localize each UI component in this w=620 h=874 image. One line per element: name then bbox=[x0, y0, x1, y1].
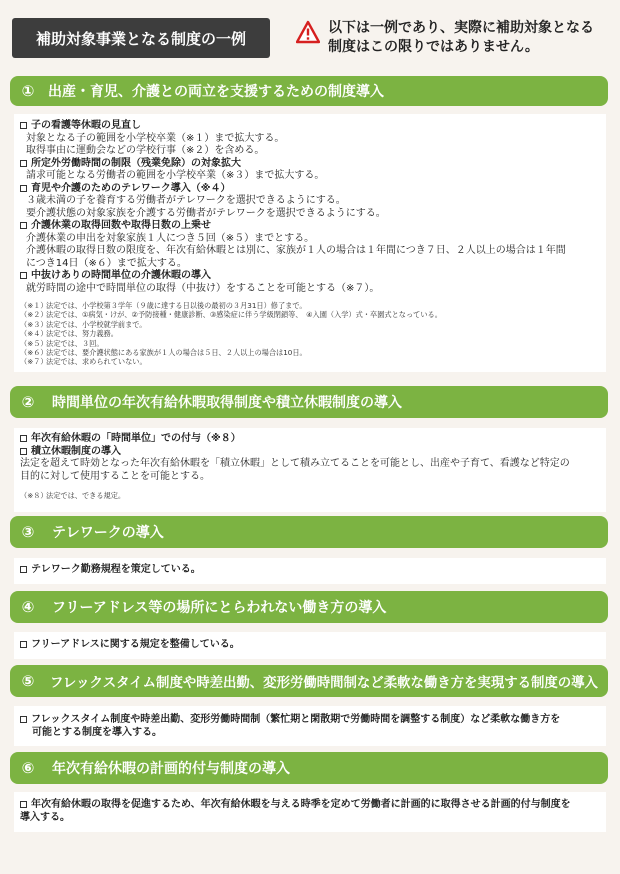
footnote: （※３） 法定では、小学校就学前まで。 bbox=[20, 319, 147, 329]
list-item-title: 子の看護等休暇の見直し bbox=[20, 120, 596, 133]
section-2-body bbox=[14, 428, 606, 512]
section-number: ③ bbox=[21, 523, 35, 541]
section-5-header bbox=[10, 665, 608, 697]
section-number: ② bbox=[21, 393, 35, 411]
checkbox-icon bbox=[20, 435, 27, 442]
page-title: 補助対象事業となる制度の一例 bbox=[12, 18, 270, 58]
list-item-text: 目的に対して使用することを可能とする。 bbox=[20, 470, 210, 482]
section-1-body bbox=[14, 114, 606, 372]
section-4-body bbox=[14, 632, 606, 659]
section-1-header bbox=[10, 76, 608, 106]
list-item-title: 介護休業の取得回数や取得日数の上乗せ bbox=[20, 220, 596, 233]
checkbox-icon bbox=[20, 716, 27, 723]
list-item-title: 育児や介護のためのテレワーク導入（※４） bbox=[20, 183, 596, 196]
section-number: ④ bbox=[21, 598, 35, 616]
list-item-text: 請求可能となる労働者の範囲を小学校卒業（※３）まで拡大する。 bbox=[26, 170, 325, 181]
footnote: （※８） 法定では、できる規定。 bbox=[20, 491, 126, 500]
section-3-body bbox=[14, 558, 606, 584]
section-title: テレワークの導入 bbox=[52, 525, 164, 541]
footnotes bbox=[20, 491, 596, 500]
section-title: 出産・育児、介護との両立を支援するための制度導入 bbox=[48, 84, 384, 100]
list-item-title: フリーアドレスに関する規定を整備している。 bbox=[20, 639, 596, 652]
checkbox-icon bbox=[20, 272, 27, 279]
notice-text: 以下は一例であり、実際に補助対象となる 制度はこの限りではありません。 bbox=[328, 20, 594, 55]
warning-icon bbox=[296, 20, 320, 44]
section-5-body bbox=[14, 706, 606, 746]
list-item-title: 中抜けありの時間単位の介護休暇の導入 bbox=[20, 270, 596, 283]
list-item-text: 介護休業の申出を対象家族１人につき５回（※５）までとする。 bbox=[26, 232, 315, 244]
list-item-text: 取得事由に運動会などの学校行事（※２）を含める。 bbox=[26, 145, 265, 156]
footnotes bbox=[20, 301, 596, 367]
footnote: （※４） 法定では、努力義務。 bbox=[20, 329, 118, 339]
section-title: 時間単位の年次有給休暇取得制度や積立休暇制度の導入 bbox=[52, 395, 402, 411]
section-number: ⑥ bbox=[21, 759, 35, 777]
section-3-header bbox=[10, 516, 608, 548]
section-title: 年次有給休暇の計画的付与制度の導入 bbox=[52, 761, 290, 777]
checkbox-icon bbox=[20, 185, 27, 192]
section-number: ① bbox=[21, 82, 35, 100]
list-item-text: 要介護状態の対象家族を介護する労働者がテレワークを選択できるようにする。 bbox=[26, 207, 386, 219]
checkbox-icon bbox=[20, 160, 27, 167]
section-2-header bbox=[10, 386, 608, 418]
list-item-text: 対象となる子の範囲を小学校卒業（※１）まで拡大する。 bbox=[26, 132, 285, 144]
section-title: フリーアドレス等の場所にとらわれない働き方の導入 bbox=[52, 600, 387, 616]
section-title: フレックスタイム制度や時差出勤、変形労働時間制など柔軟な働き方を実現する制度の導入 bbox=[50, 675, 598, 691]
list-item-text: 法定を超えて時効となった年次有給休暇を「積立休暇」として積み立てることを可能とし、出産や子育て、看護など特定の bbox=[20, 458, 570, 469]
checkbox-icon bbox=[20, 566, 27, 573]
checkbox-icon bbox=[20, 122, 27, 129]
footnote: （※７） 法定では、求められていない。 bbox=[20, 357, 147, 367]
list-item-text: につき14日（※６）まで拡大する。 bbox=[26, 257, 187, 269]
list-item-title: 年次有給休暇の取得を促進するため、年次有給休暇を与える時季を定めて労働者に計画的に取得させる計画的付与制度を bbox=[20, 799, 596, 812]
section-6-body bbox=[14, 792, 606, 832]
checkbox-icon bbox=[20, 641, 27, 648]
section-6-header bbox=[10, 752, 608, 784]
list-item-title: 所定外労働時間の制限（残業免除）の対象拡大 bbox=[20, 158, 596, 171]
list-item-title: フレックスタイム制度や時差出勤、変形労働時間制（繁忙期と閑散期で労働時間を調整する制度）など柔軟な働き方を bbox=[20, 714, 596, 727]
checkbox-icon bbox=[20, 801, 27, 808]
footnote: （※５） 法定では、３回。 bbox=[20, 338, 104, 348]
footnote: （※６） 法定では、要介護状態にある家族が１人の場合は５日、２人以上の場合は10日。 bbox=[20, 348, 307, 358]
list-item-text: 就労時間の途中で時間単位の取得（中抜け）をすることを可能とする（※７）。 bbox=[26, 282, 380, 294]
list-item-text: 可能とする制度を導入する。 bbox=[32, 726, 162, 738]
list-item-title: テレワーク勤務規程を策定している。 bbox=[20, 564, 596, 577]
footnote: （※２） 法定では、①病気・けが、②予防接種・健康診断、③感染症に伴う学級閉鎖等、 ④入園（入学）式・卒園式となっている。 bbox=[20, 310, 442, 320]
list-item-title: 年次有給休暇の「時間単位」での付与（※８） bbox=[20, 433, 596, 446]
footnote: （※１） 法定では、小学校第３学年（９歳に達する日以後の最初の３月31日）修了まで。 bbox=[20, 301, 307, 310]
list-item-text: ３歳未満の子を養育する労働者がテレワークを選択できるようにする。 bbox=[26, 195, 346, 206]
section-4-header bbox=[10, 591, 608, 623]
checkbox-icon bbox=[20, 448, 27, 455]
section-number: ⑤ bbox=[21, 672, 35, 690]
list-item-text: 導入する。 bbox=[20, 811, 70, 823]
checkbox-icon bbox=[20, 222, 27, 229]
list-item-title: 積立休暇制度の導入 bbox=[20, 446, 596, 459]
list-item-text: 介護休暇の取得日数の限度を、年次有給休暇とは別に、家族が１人の場合は１年間につき７日、２人以上の場合は１年間 bbox=[26, 245, 566, 256]
